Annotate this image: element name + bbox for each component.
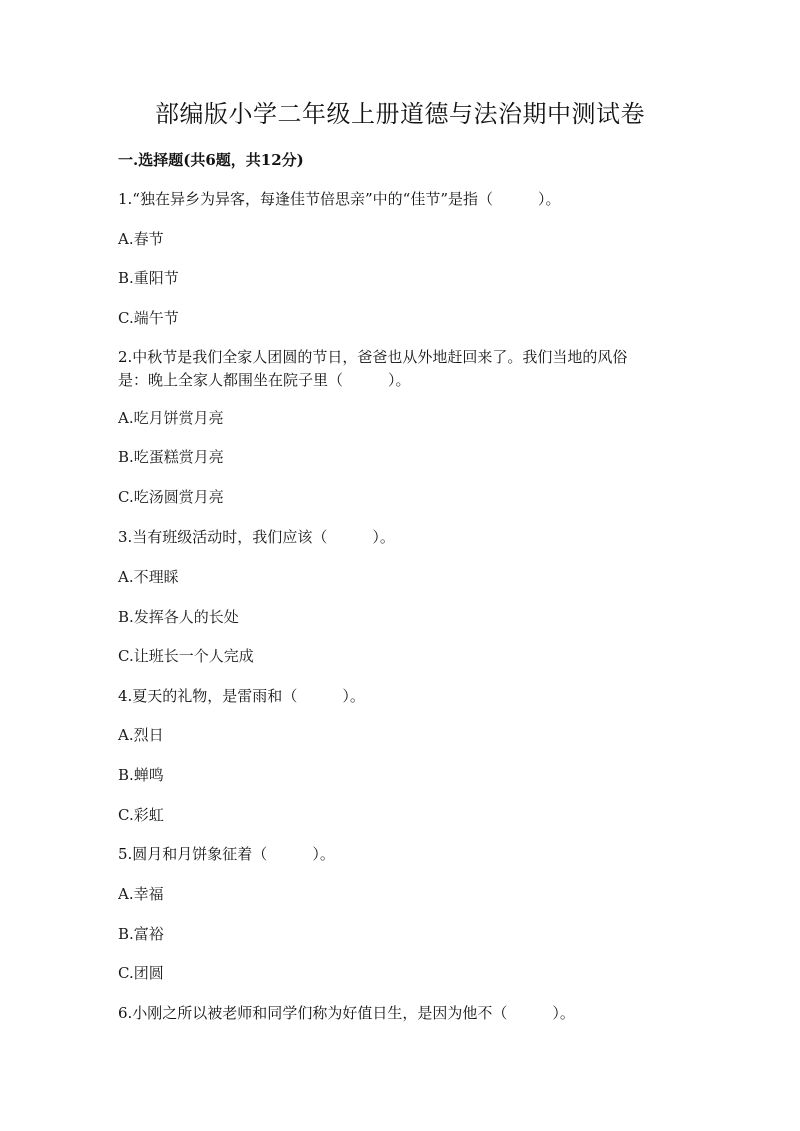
question-5-option-b: B.富裕 <box>118 925 164 943</box>
section-heading: 一.选择题(共6题，共12分) <box>118 151 304 169</box>
question-2-stem-line-2: 是：晚上全家人都围坐在院子里（ ）。 <box>118 371 411 389</box>
question-5-option-c: C.团圆 <box>118 964 164 982</box>
question-1-option-b: B.重阳节 <box>118 269 179 287</box>
question-3-option-c: C.让班长一个人完成 <box>118 647 254 665</box>
question-4-option-c: C.彩虹 <box>118 806 164 824</box>
question-1-stem: 1.“独在异乡为异客，每逢佳节倍思亲”中的“佳节”是指（ ）。 <box>118 190 561 208</box>
question-5-option-a: A.幸福 <box>118 885 164 903</box>
question-3-stem: 3.当有班级活动时，我们应该（ ）。 <box>118 528 395 546</box>
question-4-stem: 4.夏天的礼物，是雷雨和（ ）。 <box>118 687 365 705</box>
question-2-option-a: A.吃月饼赏月亮 <box>118 409 224 427</box>
question-1-option-c: C.端午节 <box>118 309 179 327</box>
question-6-stem: 6.小刚之所以被老师和同学们称为好值日生，是因为他不（ ）。 <box>118 1004 575 1022</box>
question-4-option-b: B.蝉鸣 <box>118 766 164 784</box>
page-title: 部编版小学二年级上册道德与法治期中测试卷 <box>155 100 645 128</box>
question-2-stem-line-1: 2.中秋节是我们全家人团圆的节日，爸爸也从外地赶回来了。我们当地的风俗 <box>118 348 628 366</box>
question-3-option-b: B.发挥各人的长处 <box>118 608 239 626</box>
question-3-option-a: A.不理睬 <box>118 568 179 586</box>
question-5-stem: 5.圆月和月饼象征着（ ）。 <box>118 845 335 863</box>
question-4-option-a: A.烈日 <box>118 726 164 744</box>
question-2-option-c: C.吃汤圆赏月亮 <box>118 488 224 506</box>
question-2-option-b: B.吃蛋糕赏月亮 <box>118 448 224 466</box>
question-1-option-a: A.春节 <box>118 230 164 248</box>
